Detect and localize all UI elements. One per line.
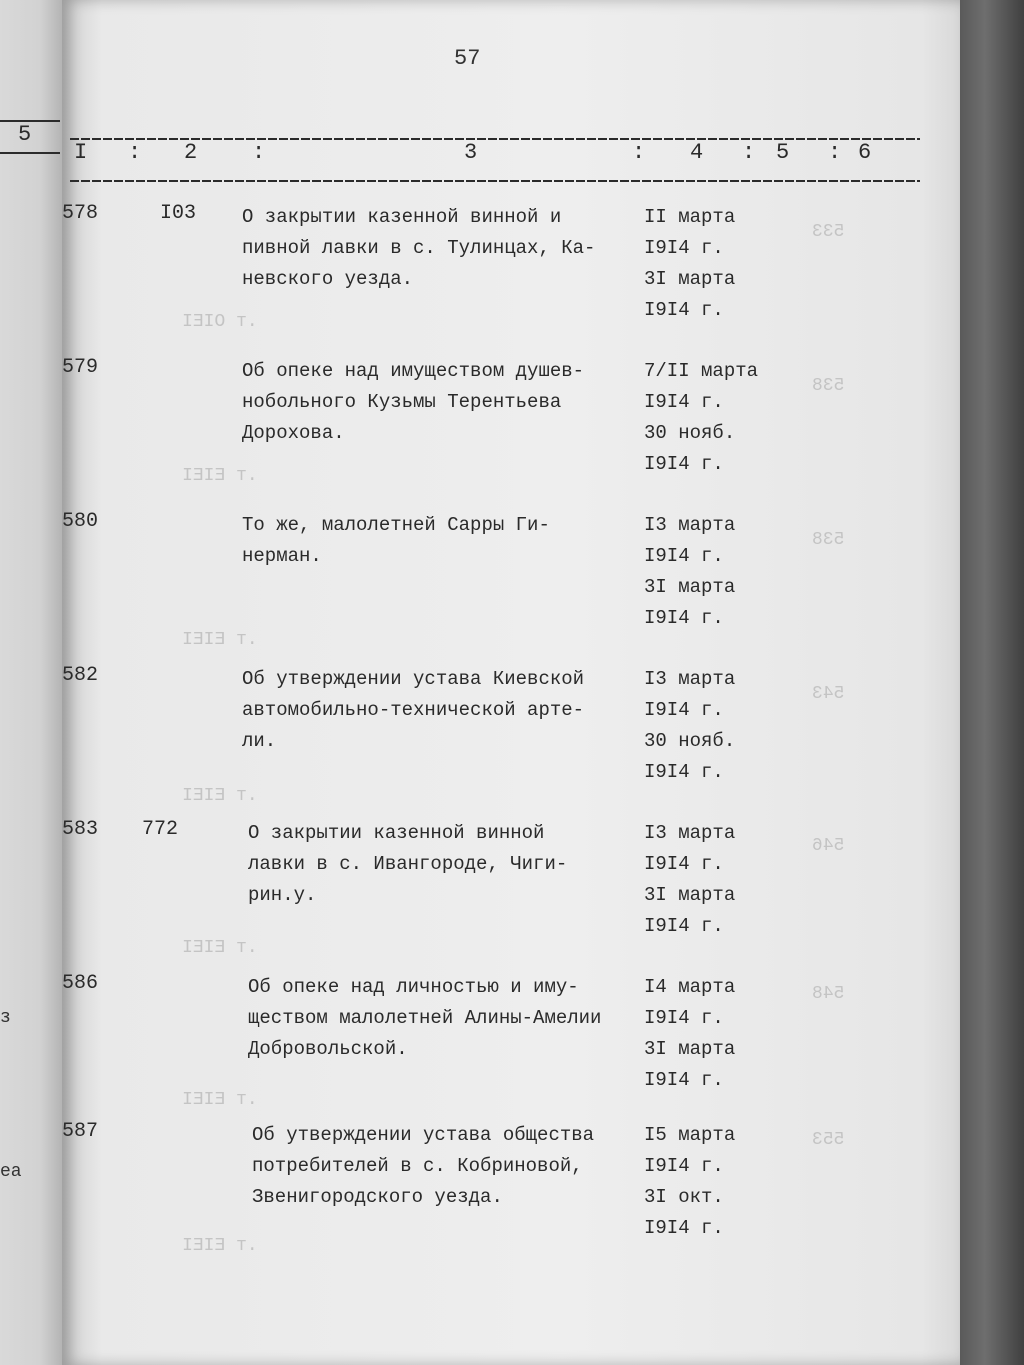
entry-date-line: 3I марта	[644, 1038, 736, 1060]
entry-dates	[644, 202, 784, 326]
entry-date-line: 7/II марта	[644, 360, 759, 382]
entry-date-line: I3 марта	[644, 822, 736, 844]
entry-title-line: Об опеке над личностью и иму-	[248, 976, 579, 998]
entry-date-line: I9I4 г.	[644, 1069, 724, 1091]
header-col-5: 5	[776, 140, 790, 165]
entry-dates	[644, 972, 784, 1096]
entry-date-line: I4 марта	[644, 976, 736, 998]
entry-title-line: нобольного Кузьмы Терентьева	[242, 391, 562, 413]
show-through-mark: 548	[812, 984, 845, 1004]
entry-title	[242, 356, 642, 449]
entry-date-line: 3I окт.	[644, 1186, 724, 1208]
show-through-mark: 533	[812, 222, 845, 242]
entry-date-line: 3I марта	[644, 576, 736, 598]
show-through-mark: .т ЕІЕІ	[182, 938, 258, 958]
entry-date-line: I9I4 г.	[644, 1217, 724, 1239]
entry-title-line: лавки в с. Ивангороде, Чиги-	[248, 853, 568, 875]
entry-date-line: I3 марта	[644, 514, 736, 536]
show-through-mark: 538	[812, 530, 845, 550]
entry-date-line: I9I4 г.	[644, 391, 724, 413]
header-col-3: 3	[464, 140, 478, 165]
entry-date-line: I9I4 г.	[644, 453, 724, 475]
entry-doc-number: 772	[142, 818, 179, 841]
entry-title	[242, 664, 642, 757]
entry-date-line: I9I4 г.	[644, 237, 724, 259]
entry-title	[252, 1120, 652, 1213]
table-header	[62, 140, 922, 174]
show-through-mark: 546	[812, 836, 845, 856]
entry-date-line: I9I4 г.	[644, 1155, 724, 1177]
entry-date-line: I9I4 г.	[644, 915, 724, 937]
entry-date-line: 3I марта	[644, 884, 736, 906]
show-through-mark: .т ОІЕІ	[182, 312, 258, 332]
header-separator: :	[128, 140, 142, 165]
entry-date-line: I9I4 г.	[644, 699, 724, 721]
entry-date-line: II марта	[644, 206, 736, 228]
entry-title-line: автомобильно-технической арте-	[242, 699, 585, 721]
entry-title-line: Дорохова.	[242, 422, 345, 444]
left-page-column-number: 5	[18, 122, 32, 147]
left-page-fragment: з	[0, 1008, 11, 1028]
show-through-mark: 538	[812, 376, 845, 396]
entry-date-line: I9I4 г.	[644, 853, 724, 875]
header-separator: :	[252, 140, 266, 165]
show-through-mark: .т ЕІЕІ	[182, 786, 258, 806]
show-through-mark: .т ЕІЕІ	[182, 1090, 258, 1110]
entry-title	[242, 510, 642, 572]
entry-number: 587	[62, 1120, 99, 1143]
entry-number: 579	[62, 356, 99, 379]
header-separator: :	[742, 140, 756, 165]
entry-number: 583	[62, 818, 99, 841]
entry-dates	[644, 818, 784, 942]
entry-date-line: 3I марта	[644, 268, 736, 290]
entry-date-line: I9I4 г.	[644, 1007, 724, 1029]
show-through-mark: .т ЕІЕІ	[182, 1236, 258, 1256]
entry-date-line: I5 марта	[644, 1124, 736, 1146]
entry-title-line: О закрытии казенной винной и	[242, 206, 562, 228]
left-page-rule-bottom	[0, 152, 60, 154]
entry-title-line: Об утверждении устава Киевской	[242, 668, 585, 690]
entry-title	[242, 202, 642, 295]
header-col-1: I	[74, 140, 88, 165]
entry-doc-number: I03	[160, 202, 197, 225]
left-page-fragment: еа	[0, 1162, 22, 1182]
header-rule-bottom	[70, 180, 920, 182]
entry-title-line: Об опеке над имуществом душев-	[242, 360, 585, 382]
entry-title	[248, 972, 648, 1065]
show-through-mark: .т ЕІЕІ	[182, 466, 258, 486]
show-through-mark: .т ЕІЕІ	[182, 630, 258, 650]
entry-title-line: рин.у.	[248, 884, 317, 906]
entry-title-line: Об утверждении устава общества	[252, 1124, 595, 1146]
entry-dates	[644, 1120, 784, 1244]
entry-number: 578	[62, 202, 99, 225]
show-through-mark: 543	[812, 684, 845, 704]
entry-title-line: То же, малолетней Сарры Ги-	[242, 514, 550, 536]
entry-dates	[644, 356, 784, 480]
header-col-2: 2	[184, 140, 198, 165]
entry-title-line: нерман.	[242, 545, 322, 567]
entry-title-line: ли.	[242, 730, 277, 752]
page-number: 57	[454, 46, 481, 71]
entry-title-line: Звенигородского уезда.	[252, 1186, 503, 1208]
header-separator: :	[828, 140, 842, 165]
entry-date-line: 30 нояб.	[644, 730, 736, 752]
entry-title-line: ществом малолетней Алины-Амелии	[248, 1007, 602, 1029]
entry-title-line: потребителей в с. Кобриновой,	[252, 1155, 583, 1177]
document-page	[62, 0, 960, 1365]
entry-date-line: I9I4 г.	[644, 545, 724, 567]
entry-number: 586	[62, 972, 99, 995]
entry-date-line: I9I4 г.	[644, 761, 724, 783]
show-through-mark: 553	[812, 1130, 845, 1150]
entry-date-line: I9I4 г.	[644, 299, 724, 321]
entry-dates	[644, 664, 784, 788]
entry-title-line: невского уезда.	[242, 268, 414, 290]
entry-date-line: I9I4 г.	[644, 607, 724, 629]
header-col-4: 4	[690, 140, 704, 165]
entry-number: 580	[62, 510, 99, 533]
entry-title-line: О закрытии казенной винной	[248, 822, 545, 844]
entry-title	[248, 818, 648, 911]
entry-date-line: 30 нояб.	[644, 422, 736, 444]
entry-dates	[644, 510, 784, 634]
header-separator: :	[632, 140, 646, 165]
entry-date-line: I3 марта	[644, 668, 736, 690]
entry-title-line: пивной лавки в с. Тулинцах, Ка-	[242, 237, 596, 259]
entry-number: 582	[62, 664, 99, 687]
entry-title-line: Добровольской.	[248, 1038, 408, 1060]
header-col-6: 6	[858, 140, 872, 165]
